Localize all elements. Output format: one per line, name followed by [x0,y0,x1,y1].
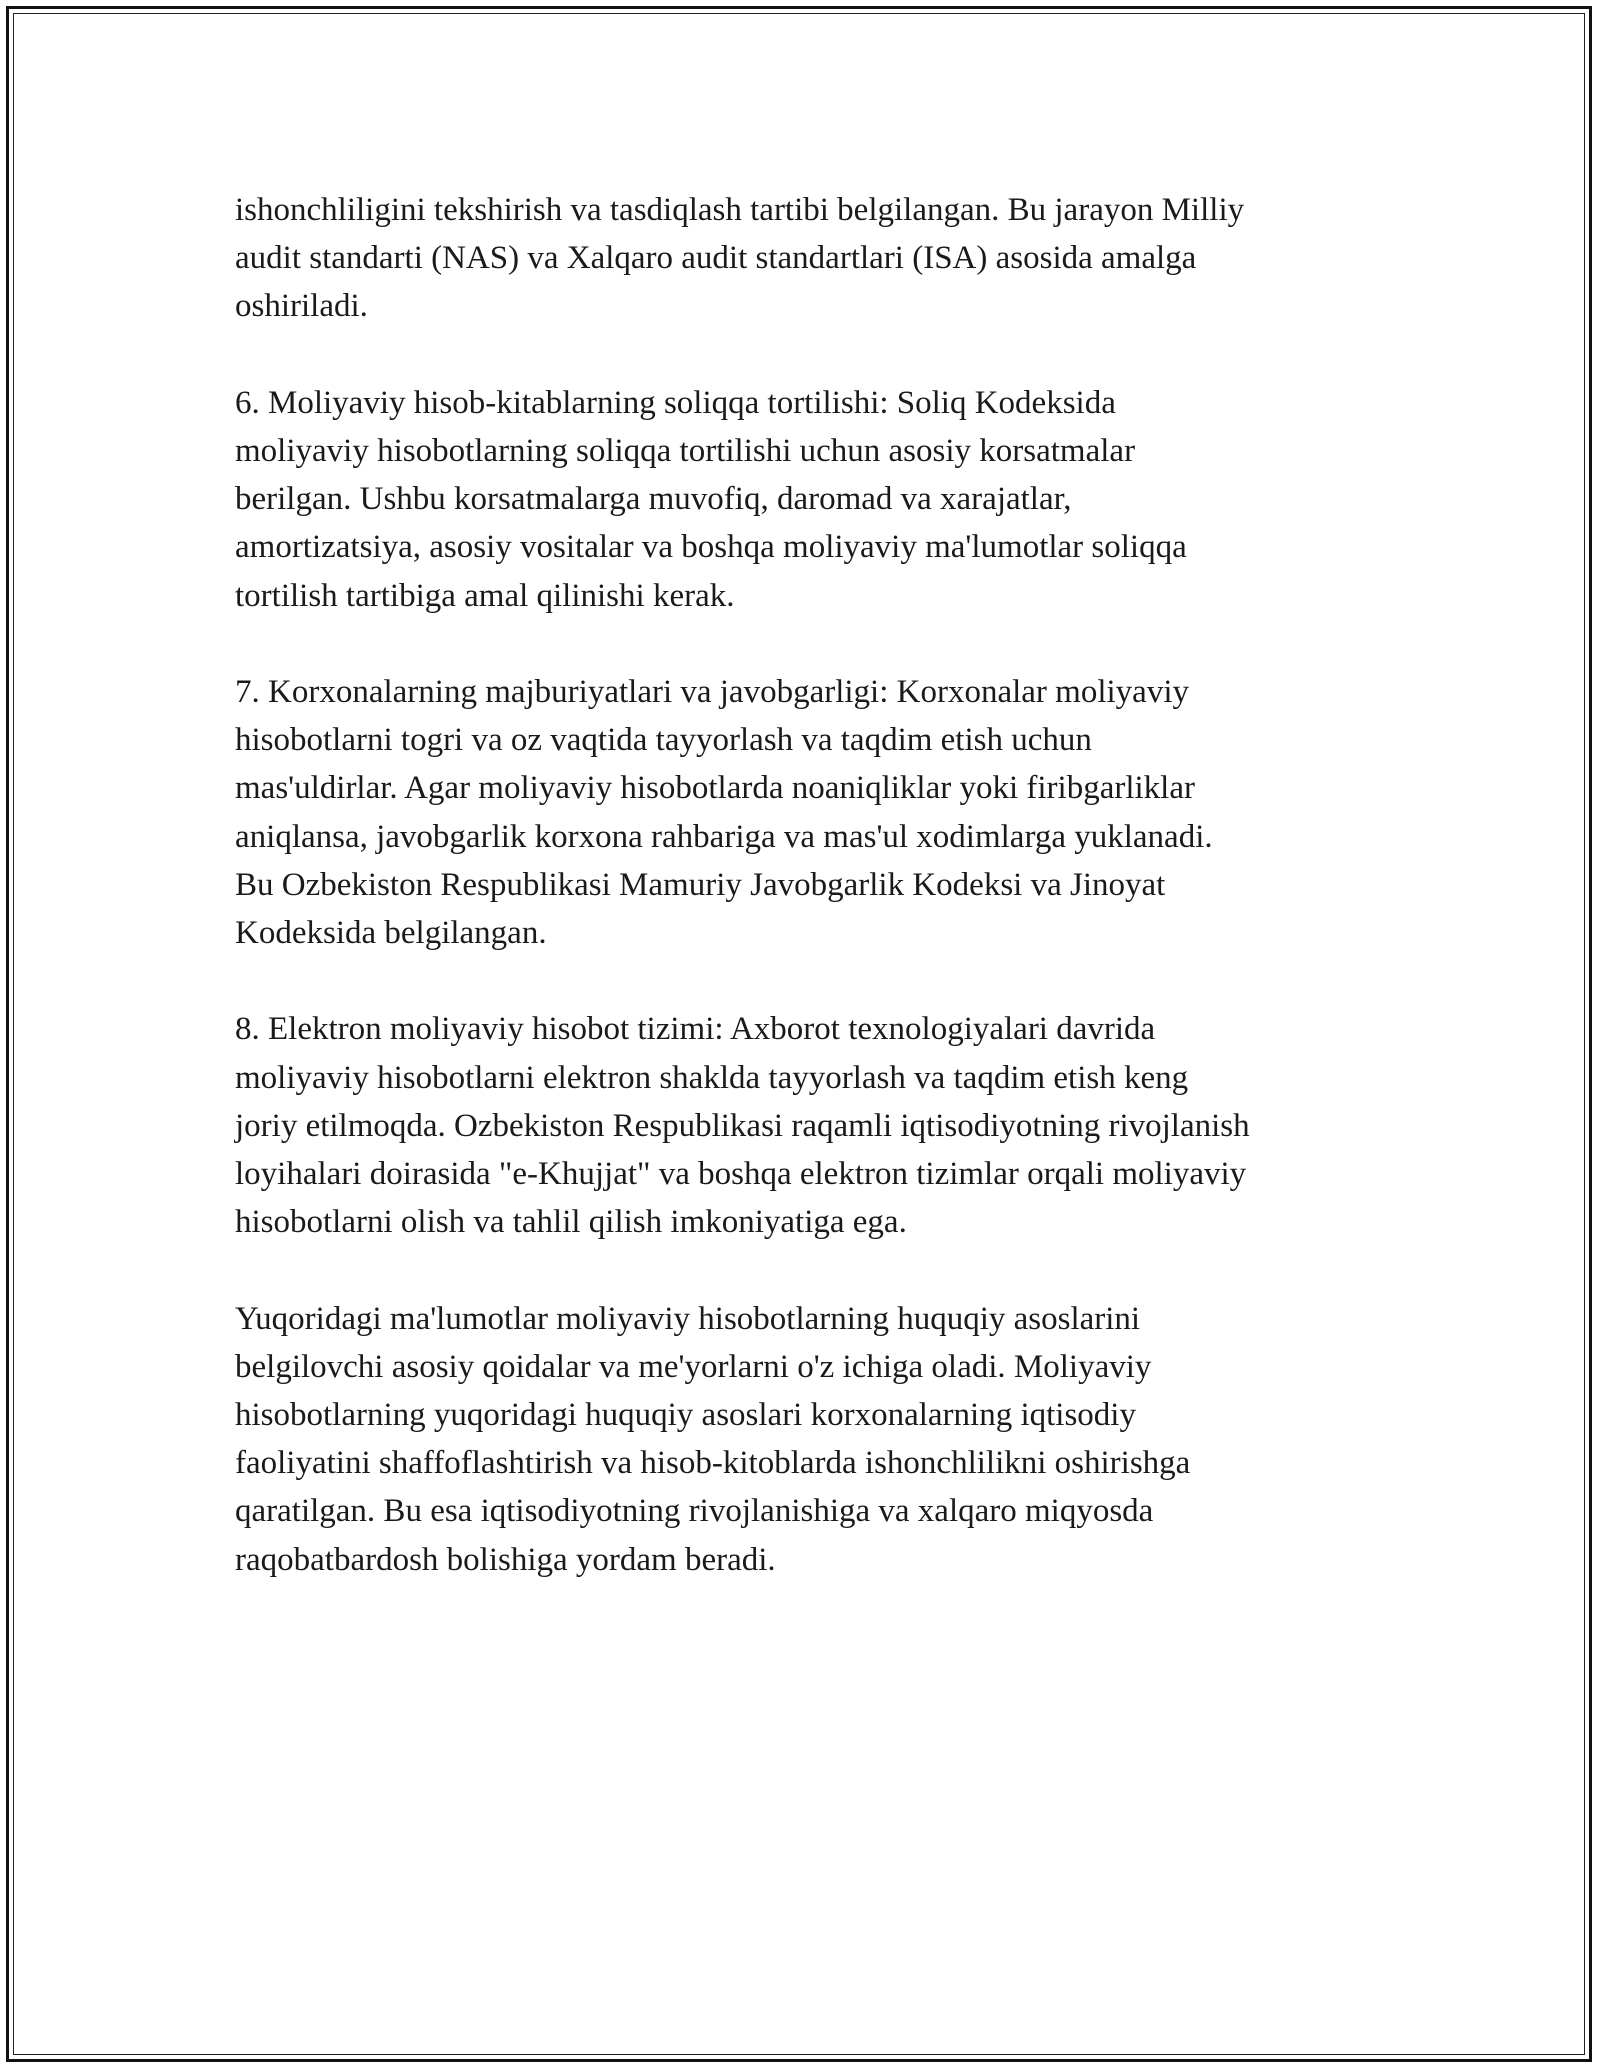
text-line: mas'uldirlar. Agar moliyaviy hisobotlarda noaniqliklar yoki firibgarliklar [235,770,1195,807]
text-line: Kodeksida belgilangan. [235,915,547,952]
paragraph-audit-continuation [235,186,1375,331]
text-line: hisobotlarni togri va oz vaqtida tayyorlash va taqdim etish uchun [235,722,1092,759]
text-line: tortilish tartibiga amal qilinishi kerak. [235,577,735,614]
text-line: oshiriladi. [235,288,368,325]
text-line: 7. Korxonalarning majburiyatlari va javobgarligi: Korxonalar moliyaviy [235,674,1189,710]
text-line: faoliyatini shaffoflashtirish va hisob-kitoblarda ishonchlilikni oshirishga [235,1445,1191,1482]
text-line: 8. Elektron moliyaviy hisobot tizimi: Axborot texnologiyalari davrida [235,1011,1156,1048]
text-line: moliyaviy hisobotlarning soliqqa tortilishi uchun asosiy korsatmalar [235,433,1136,469]
text-line: berilgan. Ushbu korsatmalarga muvofiq, daromad va xarajatlar, [235,481,1072,518]
text-line: joriy etilmoqda. Ozbekiston Respublikasi raqamli iqtisodiyotning rivojlanish [235,1107,1250,1144]
text-line: raqobatbardosh bolishiga yordam beradi. [235,1541,776,1578]
text-line: Bu Ozbekiston Respublikasi Mamuriy Javobgarlik Kodeksi va Jinoyat [235,866,1166,903]
text-line: hisobotlarni olish va tahlil qilish imkoniyatiga ega. [235,1204,907,1241]
text-line: ishonchliligini tekshirish va tasdiqlash tartibi belgilangan. Bu jarayon Milliy [235,192,1245,228]
paragraph-item-8 [235,1005,1375,1246]
text-line: belgilovchi asosiy qoidalar va me'yorlarni o'z ichiga oladi. Moliyaviy [235,1348,1152,1385]
text-line: hisobotlarning yuqoridagi huquqiy asoslari korxonalarning iqtisodiy [235,1397,1136,1434]
text-line: amortizatsiya, asosiy vositalar va boshqa moliyaviy ma'lumotlar soliqqa [235,529,1187,566]
text-line: audit standarti (NAS) va Xalqaro audit standartlari (ISA) asosida amalga [235,240,1197,277]
text-line: qaratilgan. Bu esa iqtisodiyotning rivojlanishiga va xalqaro miqyosda [235,1493,1154,1530]
document-body [235,186,1375,1632]
paragraph-conclusion [235,1295,1375,1584]
text-line: aniqlansa, javobgarlik korxona rahbariga va mas'ul xodimlarga yuklanadi. [235,818,1213,855]
text-line: loyihalari doirasida "e-Khujjat" va boshqa elektron tizimlar orqali moliyaviy [235,1156,1247,1193]
text-line: Yuqoridagi ma'lumotlar moliyaviy hisobotlarning huquqiy asoslarini [235,1300,1141,1337]
paragraph-item-6 [235,379,1375,620]
text-line: moliyaviy hisobotlarni elektron shaklda tayyorlash va taqdim etish keng [235,1059,1189,1096]
paragraph-item-7 [235,668,1375,957]
text-line: 6. Moliyaviy hisob-kitablarning soliqqa tortilishi: Soliq Kodeksida [235,384,1116,421]
